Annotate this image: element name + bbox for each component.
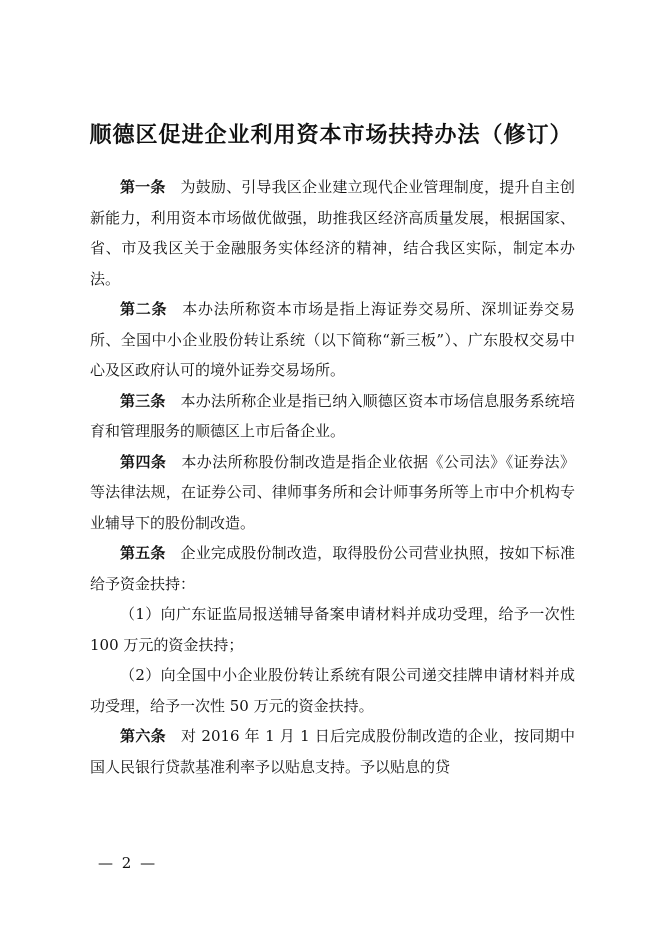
article-heading: 第六条 (120, 727, 166, 745)
article-5 (90, 538, 575, 599)
article-text: 企业完成股份制改造，取得股份公司营业执照，按如下标准给予资金扶持： (90, 544, 575, 593)
article-heading: 第四条 (120, 452, 167, 471)
list-item-1 (90, 599, 575, 660)
article-4 (90, 447, 575, 539)
document-body (90, 172, 575, 782)
list-item-text: （1）向广东证监局报送辅导备案申请材料并成功受理，给予一次性 100 万元的资金扶持； (90, 605, 575, 654)
article-text: 对 2016 年 1 月 1 日后完成股份制改造的企业，按同期中国人民银行贷款基准利率予以贴息支持。予以贴息的贷 (90, 727, 575, 776)
document-title: 顺德区促进企业利用资本市场扶持办法（修订） (89, 122, 573, 148)
page-number: — 2 — (98, 854, 158, 872)
article-text: 本办法所称资本市场是指上海证券交易所、深圳证券交易所、全国中小企业股份转让系统（以下简称“新三板”）、广东股权交易中心及区政府认可的境外证券交易场所。 (90, 300, 575, 379)
article-text: 为鼓励、引导我区企业建立现代企业管理制度，提升自主创新能力，利用资本市场做优做强，助推我区经济高质量发展，根据国家、省、市及我区关于金融服务实体经济的精神，结合我区实际，制定本办法。 (90, 178, 575, 288)
article-heading: 第二条 (120, 300, 168, 318)
article-heading: 第三条 (120, 391, 166, 410)
list-item-text: （2）向全国中小企业股份转让系统有限公司递交挂牌申请材料并成功受理，给予一次性 50 万元的资金扶持。 (90, 666, 575, 715)
article-3 (90, 386, 575, 447)
article-2 (90, 294, 575, 386)
list-item-2 (90, 660, 575, 721)
article-1 (90, 172, 575, 294)
article-6 (90, 721, 575, 782)
article-text: 本办法所称股份制改造是指企业依据《公司法》《证券法》等法律法规，在证券公司、律师事务所和会计师事务所等上市中介机构专业辅导下的股份制改造。 (90, 452, 575, 532)
article-heading: 第一条 (120, 178, 166, 196)
article-text: 本办法所称企业是指已纳入顺德区资本市场信息服务系统培育和管理服务的顺德区上市后备企业。 (90, 391, 575, 440)
article-heading: 第五条 (120, 544, 166, 562)
